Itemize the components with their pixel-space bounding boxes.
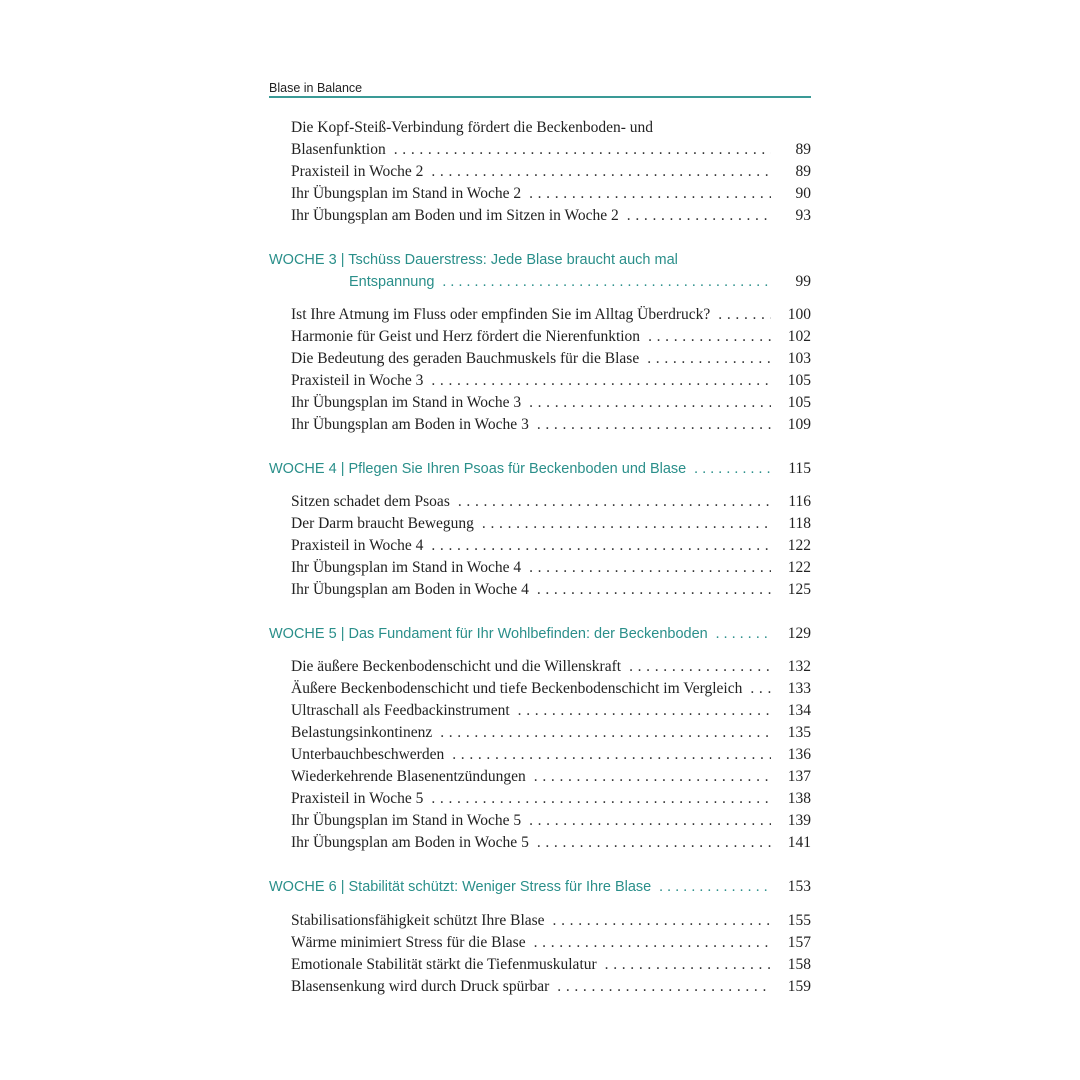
toc-page-number: 122 (787, 537, 811, 554)
dot-leader (529, 392, 771, 414)
toc-entry[interactable] (291, 579, 811, 601)
toc-chapter-heading[interactable] (269, 623, 811, 645)
toc-entry[interactable] (291, 348, 811, 370)
dot-leader (537, 832, 771, 854)
dot-leader (529, 183, 771, 205)
toc-entry-title: Ihr Übungsplan im Stand in Woche 5 (291, 812, 522, 829)
toc-entry-title: Ihr Übungsplan am Boden in Woche 4 (291, 581, 529, 598)
toc-entry[interactable] (291, 810, 811, 832)
toc-page-number: 139 (787, 812, 811, 829)
dot-leader (442, 271, 771, 293)
toc-page-number: 125 (787, 581, 811, 598)
dot-leader (718, 304, 771, 326)
toc-entry-title: Ihr Übungsplan im Stand in Woche 4 (291, 559, 522, 576)
toc-entry[interactable] (291, 304, 811, 326)
toc-entry-title: Ihr Übungsplan im Stand in Woche 2 (291, 185, 522, 202)
toc-page-number: 89 (795, 141, 811, 158)
dot-leader (534, 932, 771, 954)
toc-entry[interactable] (291, 976, 811, 998)
toc-entry[interactable] (291, 535, 811, 557)
toc-page-number: 141 (787, 834, 811, 851)
toc-entry-title: Ihr Übungsplan am Boden in Woche 3 (291, 416, 529, 433)
dot-leader (394, 139, 771, 161)
dot-leader (529, 557, 771, 579)
toc-page-number: 133 (787, 680, 811, 697)
dot-leader (605, 954, 771, 976)
toc-page-number: 132 (787, 658, 811, 675)
dot-leader (440, 722, 771, 744)
toc-entry[interactable] (291, 910, 811, 932)
toc-page-number: 129 (787, 625, 811, 642)
toc-page-number: 102 (787, 328, 811, 345)
toc-entry[interactable] (291, 139, 811, 161)
toc-entry-title: Harmonie für Geist und Herz fördert die Nierenfunktion (291, 328, 641, 345)
dot-leader (458, 491, 771, 513)
toc-page-number: 89 (795, 163, 811, 180)
toc-entry-title: Blasenfunktion (291, 141, 386, 158)
toc-page-number: 116 (788, 493, 811, 510)
toc-page-number: 155 (787, 912, 811, 929)
toc-entry-title: Emotionale Stabilität stärkt die Tiefenmuskulatur (291, 956, 597, 973)
toc-entry[interactable] (291, 326, 811, 348)
toc-page-number: 153 (787, 878, 811, 895)
chapter-title: WOCHE 6 | Stabilität schützt: Weniger Stress für Ihre Blase (269, 879, 652, 895)
toc-entry[interactable] (291, 513, 811, 535)
toc-entry[interactable] (291, 370, 811, 392)
toc-entry-title: Äußere Beckenbodenschicht und tiefe Beckenbodenschicht im Vergleich (291, 680, 743, 697)
toc-entry[interactable] (291, 183, 811, 205)
toc-chapter-heading[interactable] (269, 249, 811, 293)
toc-entry-title: Die äußere Beckenbodenschicht und die Willenskraft (291, 658, 622, 675)
toc-entry[interactable] (291, 656, 811, 678)
toc-page-number: 105 (787, 394, 811, 411)
dot-leader (627, 205, 771, 227)
toc-entry-title: Praxisteil in Woche 4 (291, 537, 424, 554)
toc-entry-title: Ihr Übungsplan am Boden in Woche 5 (291, 834, 529, 851)
toc-entry-title: Praxisteil in Woche 3 (291, 372, 424, 389)
toc-chapter-heading[interactable] (269, 876, 811, 898)
toc-page-number: 159 (787, 978, 811, 995)
toc-page-number: 103 (787, 350, 811, 367)
dot-leader (694, 458, 771, 480)
toc-page-number: 109 (787, 416, 811, 433)
chapter-title: Entspannung (349, 274, 435, 290)
toc-entry[interactable] (291, 117, 811, 139)
dot-leader (659, 876, 771, 898)
toc-entry[interactable] (291, 744, 811, 766)
toc-page-number: 100 (787, 306, 811, 323)
dot-leader (537, 579, 771, 601)
dot-leader (647, 348, 771, 370)
toc-page-number: 115 (788, 460, 811, 477)
toc-entry[interactable] (291, 954, 811, 976)
toc-entry[interactable] (291, 205, 811, 227)
dot-leader (431, 535, 771, 557)
toc-entry-title: Blasensenkung wird durch Druck spürbar (291, 978, 550, 995)
dot-leader (716, 623, 771, 645)
toc-page-number: 99 (795, 273, 811, 290)
toc-entry-title: Belastungsinkontinenz (291, 724, 433, 741)
chapter-title: WOCHE 4 | Pflegen Sie Ihren Psoas für Beckenboden und Blase (269, 461, 687, 477)
toc-entry[interactable] (291, 832, 811, 854)
toc-page-number: 158 (787, 956, 811, 973)
toc-page-number: 138 (787, 790, 811, 807)
toc-entry-title: Wärme minimiert Stress für die Blase (291, 934, 526, 951)
toc-entry-title: Die Kopf-Steiß-Verbindung fördert die Beckenboden- und (291, 119, 653, 136)
toc-entry-title: Ihr Übungsplan am Boden und im Sitzen in Woche 2 (291, 207, 619, 224)
toc-entry[interactable] (291, 678, 811, 700)
toc-page-number: 137 (787, 768, 811, 785)
dot-leader (431, 161, 771, 183)
dot-leader (629, 656, 771, 678)
toc-entry-title: Ihr Übungsplan im Stand in Woche 3 (291, 394, 522, 411)
toc-page-number: 157 (787, 934, 811, 951)
dot-leader (557, 976, 771, 998)
toc-entry[interactable] (291, 700, 811, 722)
toc-entry[interactable] (291, 932, 811, 954)
toc-entry-title: Sitzen schadet dem Psoas (291, 493, 450, 510)
dot-leader (750, 678, 771, 700)
toc-entry[interactable] (291, 161, 811, 183)
toc-entry-title: Unterbauchbeschwerden (291, 746, 445, 763)
toc-entry-title: Stabilisationsfähigkeit schützt Ihre Blase (291, 912, 545, 929)
dot-leader (452, 744, 771, 766)
toc-entry[interactable] (291, 722, 811, 744)
toc-page-number: 105 (787, 372, 811, 389)
dot-leader (431, 370, 771, 392)
chapter-title: WOCHE 3 | Tschüss Dauerstress: Jede Blase braucht auch mal (269, 252, 678, 268)
dot-leader (529, 810, 771, 832)
dot-leader (537, 414, 771, 436)
toc-entry[interactable] (291, 788, 811, 810)
toc-page-number: 118 (788, 515, 811, 532)
dot-leader (482, 513, 771, 535)
toc-entry-title: Der Darm braucht Bewegung (291, 515, 474, 532)
toc-entry[interactable] (291, 766, 811, 788)
dot-leader (534, 766, 771, 788)
dot-leader (518, 700, 771, 722)
toc-entry-title: Die Bedeutung des geraden Bauchmuskels für die Blase (291, 350, 640, 367)
toc-page-number: 90 (795, 185, 811, 202)
toc-page-number: 134 (787, 702, 811, 719)
toc-entry-title: Ist Ihre Atmung im Fluss oder empfinden Sie im Alltag Überdruck? (291, 306, 711, 323)
toc-page-number: 136 (787, 746, 811, 763)
toc-entry[interactable] (291, 392, 811, 414)
toc-entry[interactable] (291, 491, 811, 513)
dot-leader (431, 788, 771, 810)
chapter-title: WOCHE 5 | Das Fundament für Ihr Wohlbefinden: der Beckenboden (269, 626, 708, 642)
book-title: Blase in Balance (269, 81, 363, 95)
dot-leader (553, 910, 771, 932)
dot-leader (648, 326, 771, 348)
toc-page-number: 93 (795, 207, 811, 224)
toc-page-number: 135 (787, 724, 811, 741)
toc-entry-title: Ultraschall als Feedbackinstrument (291, 702, 510, 719)
toc-entry-title: Praxisteil in Woche 5 (291, 790, 424, 807)
toc-entry-title: Wiederkehrende Blasenentzündungen (291, 768, 526, 785)
toc-chapter-heading[interactable] (269, 458, 811, 480)
toc-entry[interactable] (291, 557, 811, 579)
toc-entry[interactable] (291, 414, 811, 436)
toc-entry-title: Praxisteil in Woche 2 (291, 163, 424, 180)
toc-page-number: 122 (787, 559, 811, 576)
